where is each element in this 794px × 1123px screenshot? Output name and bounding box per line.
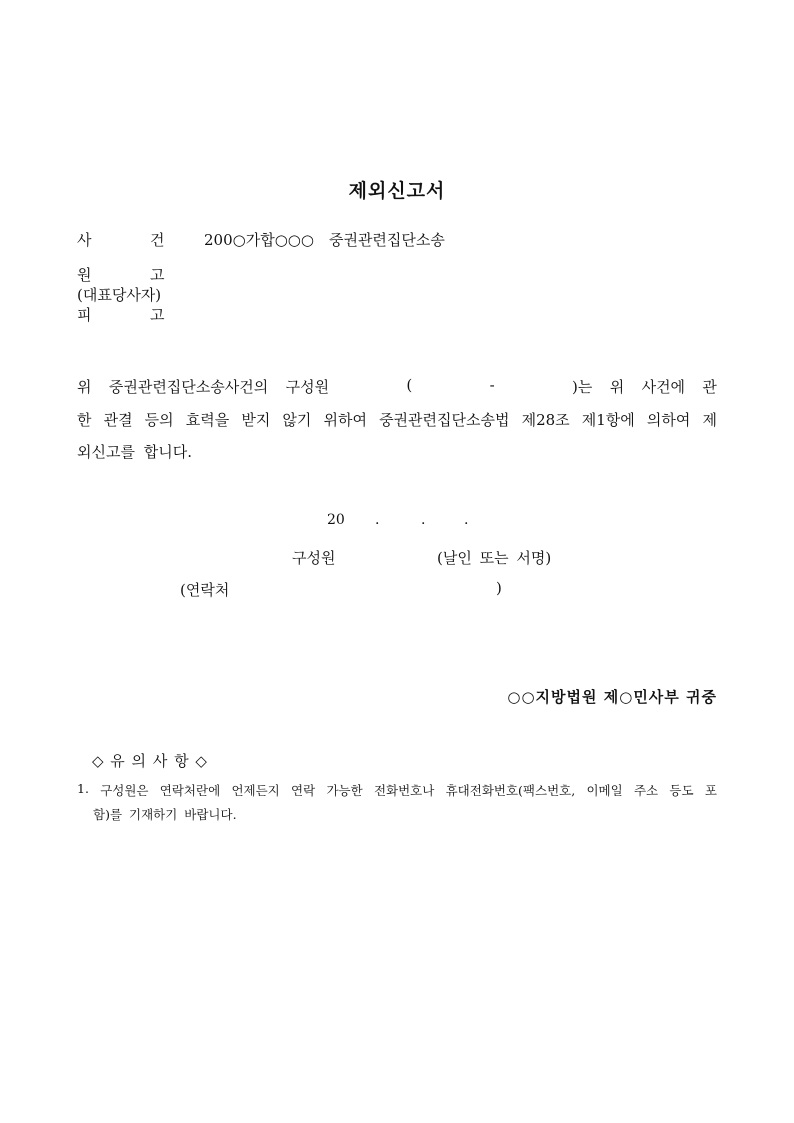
word: 가능한 bbox=[326, 783, 363, 798]
word: 등의 bbox=[144, 411, 174, 429]
date-day-dot: . bbox=[421, 512, 426, 528]
word: 받지 bbox=[241, 411, 271, 429]
member-label: 구성원 bbox=[292, 549, 336, 567]
word: 휴대전화번호(팩스번호, bbox=[445, 783, 576, 798]
word: 사건에 bbox=[641, 378, 686, 396]
word: 위 bbox=[609, 378, 625, 396]
word: 제1항에 bbox=[581, 411, 635, 429]
contact-close-paren: ) bbox=[496, 579, 502, 597]
word: 한 bbox=[77, 411, 92, 429]
word: 제 bbox=[702, 411, 717, 429]
word: 포 bbox=[704, 783, 717, 798]
word: 위 bbox=[77, 378, 92, 396]
blank-open-paren: ( bbox=[406, 376, 413, 394]
word: 등도 bbox=[669, 783, 694, 798]
word: 중권관련집단소송법 bbox=[379, 411, 510, 429]
plaintiff-label-char2: 고 bbox=[150, 266, 165, 284]
defendant-label-char2: 고 bbox=[150, 306, 165, 324]
note-number: 1. bbox=[77, 781, 89, 796]
blank-close-paren: )는 bbox=[572, 378, 593, 396]
notes-heading: ◇ 유 의 사 항 ◇ bbox=[92, 752, 208, 770]
plaintiff-label-char1: 원 bbox=[77, 266, 92, 284]
document-title: 제외신고서 bbox=[348, 180, 446, 202]
court-addressee: ○○지방법원 제○민사부 귀중 bbox=[507, 688, 717, 706]
date-end-dot: . bbox=[464, 512, 469, 528]
note-item-1-line-2: 함)를 기재하기 바랍니다. bbox=[93, 807, 237, 822]
body-line-1 bbox=[77, 376, 717, 397]
word: 의하여 bbox=[646, 411, 691, 429]
word: 효력을 bbox=[185, 411, 230, 429]
word: 연락 bbox=[291, 783, 316, 798]
seal-or-signature-note: (날인 또는 서명) bbox=[437, 549, 552, 567]
representative-label: (대표당사자) bbox=[77, 286, 162, 304]
case-number: 200○가합○○○ 중권관련집단소송 bbox=[204, 231, 445, 249]
word: 제28조 bbox=[521, 411, 570, 429]
blank-dash: - bbox=[489, 376, 495, 394]
word: 위하여 bbox=[323, 411, 367, 429]
case-label-char1: 사 bbox=[77, 231, 92, 249]
word: 전화번호나 bbox=[373, 783, 435, 798]
word: 구성원은 bbox=[100, 783, 149, 798]
word: 중권관련집단소송사건의 bbox=[108, 378, 269, 396]
word: 언제든지 bbox=[231, 783, 280, 798]
word: 관 bbox=[702, 378, 717, 396]
word: 관결 bbox=[103, 411, 133, 429]
body-line-3: 외신고를 합니다. bbox=[77, 443, 192, 461]
case-label-char2: 건 bbox=[150, 231, 165, 249]
word: 구성원 bbox=[285, 378, 330, 396]
body-line-2 bbox=[77, 409, 717, 430]
word: 이메일 bbox=[586, 783, 623, 798]
contact-label: (연락처 bbox=[180, 581, 230, 599]
word: 연락처란에 bbox=[159, 783, 221, 798]
defendant-label-char1: 피 bbox=[77, 306, 92, 324]
date-year: 20 bbox=[327, 512, 345, 528]
note-item-1-line-1 bbox=[77, 781, 717, 799]
word: 않기 bbox=[282, 411, 312, 429]
date-month-dot: . bbox=[375, 512, 380, 528]
word: 주소 bbox=[633, 783, 659, 798]
